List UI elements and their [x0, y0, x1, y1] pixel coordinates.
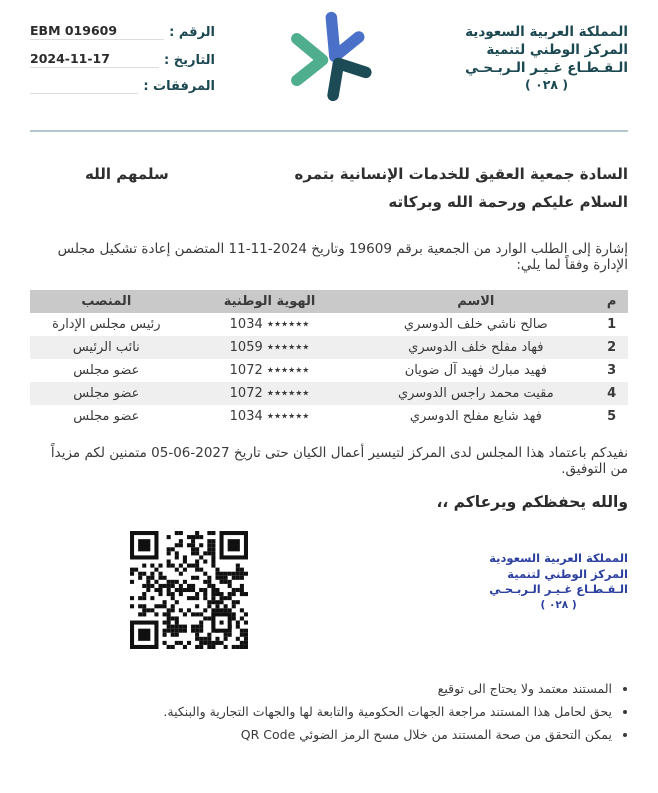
confirmation-paragraph: نفيدكم باعتماد هذا المجلس لدى المركز لتيسير أعمال الكيان حتى تاريخ 2027-06-05 متمنين لكم مزيداً من التوفيق. — [50, 445, 628, 477]
letter-body — [0, 165, 658, 511]
row-no: 2 — [607, 340, 617, 355]
number-value: EBM 019609 — [30, 23, 118, 38]
qr-code — [130, 531, 248, 649]
row-no: 5 — [607, 409, 617, 424]
masked-id: 1034 ٭٭٭٭٭٭ — [229, 317, 310, 332]
header-no: م — [595, 290, 628, 313]
row-national-id — [183, 405, 357, 428]
row-no: 1 — [607, 317, 617, 332]
row-no: 4 — [607, 386, 617, 401]
org-header-block — [465, 24, 628, 94]
org-sector-name: الـقـطـاع غـيـر الـربـحـي — [465, 59, 628, 76]
meta-row-attachments — [30, 76, 215, 94]
table-header-row — [30, 290, 628, 313]
footer-notes — [0, 677, 658, 746]
meta-row-date — [30, 48, 215, 68]
header-divider — [30, 130, 628, 132]
intro-paragraph: إشارة إلى الطلب الوارد من الجمعية برقم 19609 وتاريخ 2024-11-11 المتضمن إعادة تشكيل مجلس الإدارة وفقاً لما يلي: — [57, 241, 628, 273]
row-national-id — [183, 313, 357, 336]
org-code: ( ٠٢٨ ) — [525, 77, 569, 93]
number-label: الرقم : — [169, 25, 215, 40]
masked-id: 1059 ٭٭٭٭٭٭ — [229, 340, 310, 355]
board-members-table — [30, 290, 628, 428]
row-national-id — [183, 336, 357, 359]
table-row — [30, 382, 628, 405]
note-item: • يحق لحامل هذا المستند مراجعة الجهات الحكومية والتابعة لها والجهات التجارية والبنكية. — [30, 700, 612, 723]
stamp-center-name: المركز الوطني لتنمية — [507, 566, 628, 581]
attachments-label: المرفقات : — [143, 79, 215, 94]
recipient-row — [30, 165, 628, 183]
masked-id: 1072 ٭٭٭٭٭٭ — [229, 386, 310, 401]
row-position: رئيس مجلس الإدارة — [52, 317, 161, 332]
table-row — [30, 313, 628, 336]
letterhead — [0, 0, 658, 130]
date-label: التاريخ : — [164, 53, 215, 68]
ncnp-logo-icon — [288, 6, 372, 110]
row-name: فهيد مبارك فهيد آل ضويان — [404, 363, 547, 378]
row-name: مقيت محمد راجس الدوسري — [397, 386, 554, 401]
table-row — [30, 405, 628, 428]
row-name: صالح ناشي خلف الدوسري — [403, 317, 548, 332]
attachments-field — [30, 76, 138, 94]
salute-text: سلمهم الله — [85, 165, 169, 183]
org-country: المملكة العربية السعودية — [465, 24, 628, 40]
row-position: عضو مجلس — [73, 409, 140, 424]
org-stamp-block — [489, 551, 628, 612]
signoff-text: والله يحفظكم ويرعاكم ،، — [436, 493, 628, 511]
header-name: الاسم — [356, 290, 595, 313]
row-position: عضو مجلس — [73, 363, 140, 378]
table-row — [30, 336, 628, 359]
date-field — [30, 48, 159, 68]
header-position: المنصب — [30, 290, 183, 313]
row-no: 3 — [607, 363, 617, 378]
qr-stamp-section — [0, 519, 658, 667]
meta-row-number — [30, 20, 215, 40]
greeting-text: السلام عليكم ورحمة الله وبركاته — [388, 193, 628, 211]
number-field — [30, 20, 164, 40]
note-item: • المستند معتمد ولا يحتاج الى توقيع — [30, 677, 612, 700]
date-value: 2024-11-17 — [30, 51, 110, 66]
stamp-sector-name: الـقـطـاع غـيـر الـربـحـي — [489, 582, 628, 597]
note-item: • يمكن التحقق من صحة المستند من خلال مسح الرمز الضوئي QR Code — [30, 723, 612, 746]
table-row — [30, 359, 628, 382]
masked-id: 1034 ٭٭٭٭٭٭ — [229, 409, 310, 424]
header-national-id: الهوية الوطنية — [183, 290, 357, 313]
row-position: عضو مجلس — [73, 386, 140, 401]
row-national-id — [183, 359, 357, 382]
org-center-name: المركز الوطني لتنمية — [486, 41, 628, 58]
row-name: فهاد مفلح خلف الدوسري — [408, 340, 544, 355]
stamp-code: ( ٠٢٨ ) — [540, 598, 577, 611]
row-position: نائب الرئيس — [72, 340, 140, 355]
row-name: فهد شايع مفلح الدوسري — [409, 409, 542, 424]
document-meta — [30, 20, 215, 102]
recipient-name: السادة جمعية العقيق للخدمات الإنسانية بتمره — [294, 165, 628, 183]
row-national-id — [183, 382, 357, 405]
masked-id: 1072 ٭٭٭٭٭٭ — [229, 363, 310, 378]
stamp-country: المملكة العربية السعودية — [489, 551, 628, 565]
